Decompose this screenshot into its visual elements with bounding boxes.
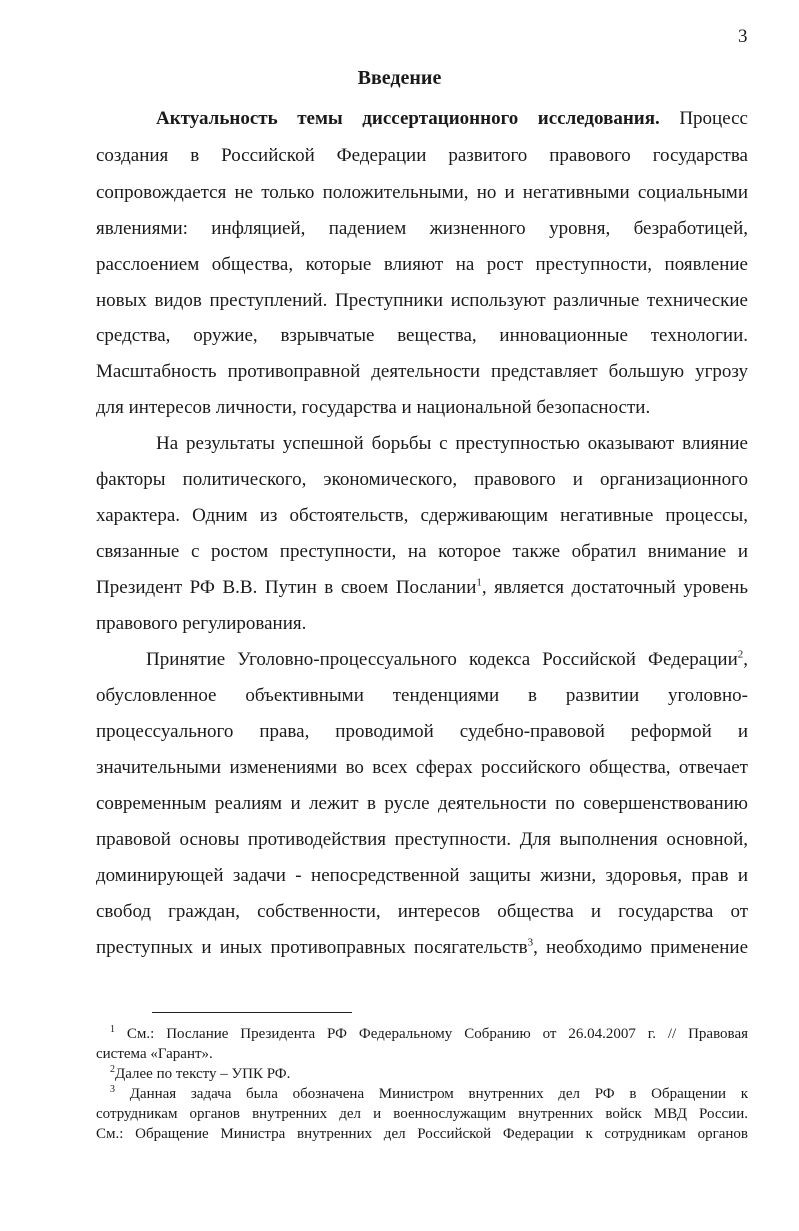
footnote-ref-1[interactable]: 1 <box>476 576 482 589</box>
text-run: Принятие Уголовно-процессуального кодекса Российской Федерации <box>146 649 738 670</box>
footnote-mark-1: 1 <box>110 1024 115 1035</box>
footnote-2-line-1 <box>110 1065 748 1083</box>
paragraph-1-line-8: Масштабность противоправной деятельности представляет большую угрозу <box>96 361 748 382</box>
paragraph-2-line-4: связанные с ростом преступности, на которое также обратил внимание и <box>96 541 748 562</box>
footnote-1-line-1 <box>110 1025 748 1043</box>
footnote-separator <box>152 1012 352 1013</box>
paragraph-1-line-5: расслоением общества, которые влияют на рост преступности, появление <box>96 254 748 275</box>
bold-lead: Актуальность темы диссертационного исследования. <box>156 108 660 129</box>
footnote-1-line-2: система «Гарант». <box>96 1046 213 1062</box>
paragraph-1-line-3: сопровождается не только положительными, но и негативными социальными <box>96 182 748 203</box>
footnote-text: Далее по тексту – УПК РФ. <box>115 1066 291 1082</box>
footnote-mark-3: 3 <box>110 1084 115 1095</box>
page-number: 3 <box>738 26 748 47</box>
paragraph-1-line-7: средства, оружие, взрывчатые вещества, инновационные технологии. <box>96 325 748 346</box>
paragraph-3-line-3: процессуального права, проводимой судебно-правовой реформой и <box>96 721 748 742</box>
paragraph-3-line-6: правовой основы противодействия преступности. Для выполнения основной, <box>96 829 748 850</box>
text-run: , необходимо применение <box>533 937 749 958</box>
footnote-text: См.: Послание Президента РФ Федеральному Собранию от 26.04.2007 г. // Правовая <box>126 1026 748 1042</box>
paragraph-3-line-8: свобод граждан, собственности, интересов общества и государства от <box>96 901 748 922</box>
paragraph-2-line-5 <box>96 576 748 600</box>
paragraph-3-line-9 <box>96 936 748 960</box>
paragraph-3-line-5: современным реалиям и лежит в русле деятельности по совершенствованию <box>96 793 748 814</box>
paragraph-1-line-9: для интересов личности, государства и национальной безопасности. <box>96 397 651 418</box>
paragraph-3-line-7: доминирующей задачи - непосредственной защиты жизни, здоровья, прав и <box>96 865 748 886</box>
text-run: преступных и иных противоправных посягательств <box>96 937 528 958</box>
paragraph-2-line-1: На результаты успешной борьбы с преступностью оказывают влияние <box>156 433 748 454</box>
footnote-mark-2: 2 <box>110 1064 115 1075</box>
paragraph-2-line-3: характера. Одним из обстоятельств, сдерживающим негативные процессы, <box>96 505 748 526</box>
paragraph-2-line-6: правового регулирования. <box>96 613 307 634</box>
text-run: Президент РФ В.В. Путин в своем Послании <box>96 577 477 598</box>
text-run: , <box>743 649 748 670</box>
paragraph-1-line-4: явлениями: инфляцией, падением жизненного уровня, безработицей, <box>96 218 748 239</box>
footnote-ref-3[interactable]: 3 <box>527 936 534 949</box>
paragraph-3-line-2: обусловленное объективными тенденциями в развитии уголовно- <box>96 685 748 706</box>
paragraph-3-line-1 <box>146 648 748 672</box>
footnote-text: Данная задача была обозначена Министром внутренних дел РФ в Обращении к <box>129 1086 748 1102</box>
paragraph-2-line-2: факторы политического, экономического, правового и организационного <box>96 469 748 490</box>
line-tail: Процесс <box>659 108 748 129</box>
paragraph-1-line-6: новых видов преступлений. Преступники используют различные технические <box>96 290 748 311</box>
section-title: Введение <box>357 67 442 89</box>
paragraph-3-line-4: значительными изменениями во всех сферах российского общества, отвечает <box>96 757 748 778</box>
footnote-ref-2[interactable]: 2 <box>737 648 744 661</box>
text-run: , является достаточный уровень <box>481 577 748 598</box>
paragraph-1-line-1 <box>156 107 748 131</box>
footnote-3-line-1 <box>110 1085 748 1103</box>
footnote-3-line-3: См.: Обращение Министра внутренних дел Российской Федерации к сотрудникам органов <box>96 1126 748 1142</box>
paragraph-1-line-2: создания в Российской Федерации развитого правового государства <box>96 145 748 166</box>
footnote-3-line-2: сотрудникам органов внутренних дел и военнослужащим внутренних войск МВД России. <box>96 1106 748 1122</box>
